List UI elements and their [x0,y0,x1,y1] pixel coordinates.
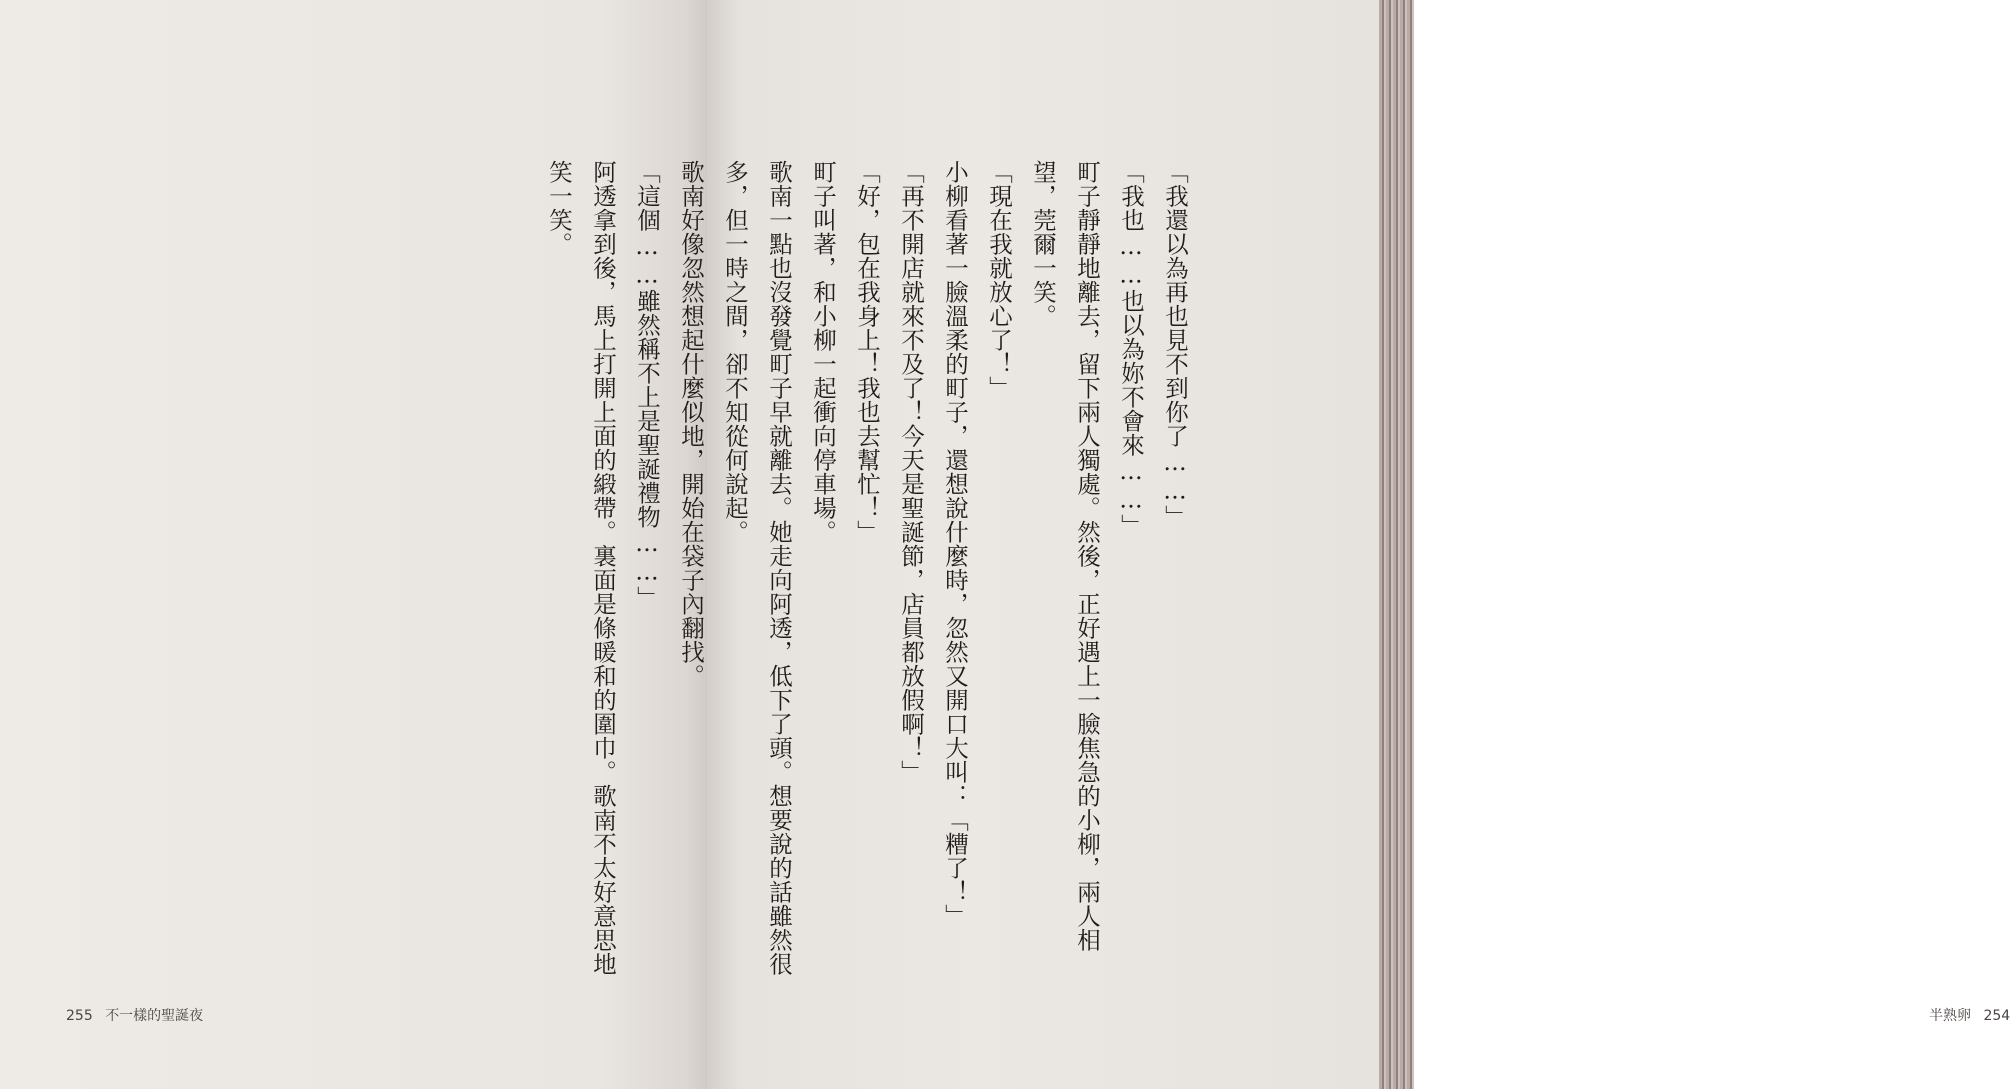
text-line: 町子叫著，和小柳一起衝向停車場。 [809,160,837,544]
page-number: 254 [1983,1008,2011,1024]
right-page [545,0,2011,1089]
text-line: 「再不開店就來不及了！今天是聖誕節，店員都放假啊！」 [897,160,925,784]
text-line: 「我還以為再也見不到你了……」 [1161,160,1189,529]
text-line: 多，但一時之間，卻不知從何說起。 [721,160,749,544]
text-line: 小柳看著一臉溫柔的町子，還想說什麼時，忽然又開口大叫：「糟了！」 [941,160,969,928]
text-line: 「這個……雖然稱不上是聖誕禮物……」 [633,160,661,610]
text-line: 「現在我就放心了！」 [985,160,1013,400]
text-line: 阿透拿到後，馬上打開上面的緞帶。裏面是條暖和的圍巾。歌南不太好意思地 [589,160,617,976]
left-folio [62,1005,207,1025]
page-edges [1379,0,1414,1089]
right-folio [1925,1005,2014,1025]
text-line: 「好，包在我身上！我也去幫忙！」 [853,160,881,544]
running-head: 不一樣的聖誕夜 [105,1008,204,1024]
text-line: 笑一笑。 [545,160,573,256]
text-line: 歌南一點也沒發覺町子早就離去。她走向阿透，低下了頭。想要說的話雖然很 [765,160,793,976]
text-line: 「我也……也以為妳不會來……」 [1117,160,1145,538]
page-number: 255 [66,1008,93,1024]
text-line: 町子靜靜地離去，留下兩人獨處。然後，正好遇上一臉焦急的小柳，兩人相 [1073,160,1101,952]
text-line: 望，莞爾一笑。 [1029,160,1057,328]
running-head: 半熟卵 [1929,1008,1971,1024]
text-line: 歌南好像忽然想起什麼似地，開始在袋子內翻找。 [677,160,705,688]
right-page-text [545,160,1197,976]
